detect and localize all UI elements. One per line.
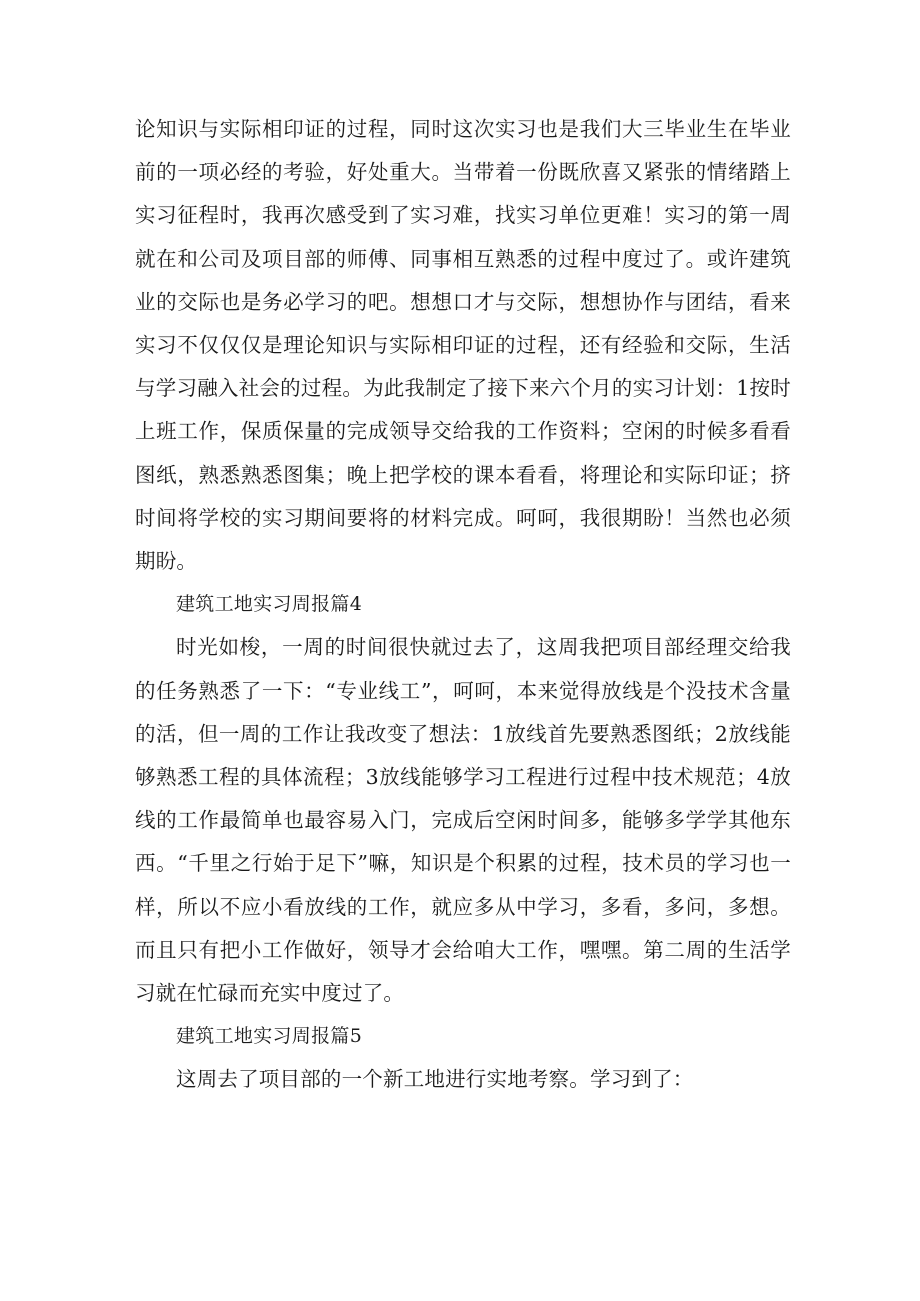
- section-heading-4: 建筑工地实习周报篇4: [176, 593, 363, 616]
- document-page: [135, 108, 791, 1102]
- section-body-4: 时光如梭，一周的时间很快就过去了，这周我把项目部经理交给我的任务熟悉了一下：“专业线工”，呵呵，本来觉得放线是个没技术含量的活，但一周的工作让我改变了想法：1放线首先要熟悉图纸；2放线能够熟悉工程的具体流程；3放线能够学习工程进行过程中技术规范；4放线的工作最简单也最容易入门，完成后空闲时间多，能够多学学其他东西。“千里之行始于足下”嘛，知识是个积累的过程，技术员的学习也一样，所以不应小看放线的工作，就应多从中学习，多看，多问，多想。而且只有把小工作做好，领导才会给咱大工作，嘿嘿。第二周的生活学习就在忙碌而充实中度过了。: [135, 635, 791, 1006]
- section-heading-5: 建筑工地实习周报篇5: [176, 1025, 363, 1048]
- paragraph-continuation: 论知识与实际相印证的过程，同时这次实习也是我们大三毕业生在毕业前的一项必经的考验，好处重大。当带着一份既欣喜又紧张的情绪踏上实习征程时，我再次感受到了实习难，找实习单位更难！实习的第一周就在和公司及项目部的师傅、同事相互熟悉的过程中度过了。或许建筑业的交际也是务必学习的吧。想想口才与交际，想想协作与团结，看来实习不仅仅仅是理论知识与实际相印证的过程，还有经验和交际，生活与学习融入社会的过程。为此我制定了接下来六个月的实习计划：1按时上班工作，保质保量的完成领导交给我的工作资料；空闲的时候多看看图纸，熟悉熟悉图集；晚上把学校的课本看看，将理论和实际印证；挤时间将学校的实习期间要将的材料完成。呵呵，我很期盼！当然也必须期盼。: [135, 117, 791, 574]
- section-body-5: 这周去了项目部的一个新工地进行实地考察。学习到了：: [176, 1067, 694, 1092]
